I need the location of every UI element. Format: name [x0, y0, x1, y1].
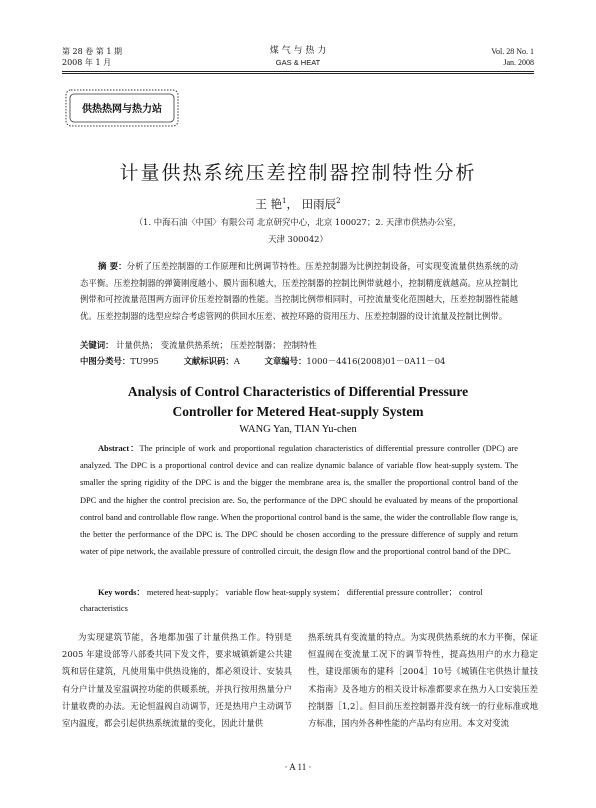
abstract-en-label: Abstract： — [98, 444, 140, 453]
keywords-en-label: Key words： — [98, 588, 145, 597]
header-rule-thin — [62, 73, 534, 74]
issue-date-en: Jan. 2008 — [503, 58, 534, 67]
clc-label: 中图分类号： — [80, 356, 131, 366]
english-title-line-2: Controller for Metered Heat-supply System — [172, 404, 424, 419]
body-column-left: 为实现建筑节能，各地都加强了计量供热工作。特别是 2005 年建设部等八部委共同下发文件，要求城镇新建公共建筑和居住建筑，凡使用集中供热设施的，都必须设计、安装具有分户计量及室温调控功能的供暖系统，并执行按用热量分户计量收费的办法。无论恒温阀自动调节，还是热用户主动调节室内温度，都会引起供热系统流量的变化，因此计量供 — [62, 632, 292, 729]
abstract-cn-label: 摘 要： — [98, 261, 127, 271]
volume-issue: 第 28 卷 第 1 期 — [62, 47, 122, 56]
page-number: · A 11 · — [284, 762, 312, 772]
article-no-label: 文章编号： — [264, 356, 307, 366]
section-label: 供热热网与热力站 — [82, 104, 162, 115]
classification-line — [80, 355, 445, 367]
affiliation-line-1: （1. 中海石油〈中国〉有限公司 北京研究中心，北京 100027；2. 天津市供热办公室， — [134, 217, 462, 227]
abstract-en — [80, 440, 518, 560]
author-separator: ， — [286, 197, 302, 211]
issue-info-en — [491, 46, 534, 68]
author-1: 王 艳 — [255, 197, 283, 211]
issue-date: 2008 年 1 月 — [62, 58, 112, 67]
affiliation-line-2: 天津 300042） — [268, 234, 328, 244]
abstract-cn-text: 分析了压差控制器的工作原理和比例调节特性。压差控制器为比例控制设备，可实现变流量供热系统的动态平衡。压差控制器的弹簧刚度越小、膜片面积越大，压差控制器的控制比例带就越小，控制精度就越高。应从控制比例带和可控流量范围两方面评价压差控制器的性能。当控制比例带相同时，可控流量变化范围越大，压差控制器性能越优。压差控制器的选型应综合考虑管网的供回水压差、被控环路的资用压力、压差控制器的设计流量及控制比例带。 — [80, 261, 518, 321]
abstract-cn — [80, 258, 518, 324]
clc-value: TU995 — [130, 356, 159, 366]
article-no-value: 1000－4416(2008)01－0A11－04 — [306, 356, 446, 366]
journal-name-en: GAS & HEAT — [275, 58, 321, 67]
author-1-affil: 1 — [282, 197, 287, 206]
keywords-en-text: metered heat-supply； variable flow heat-supply system； differential pressure controller； control characteristics — [80, 588, 483, 613]
affiliation — [80, 214, 516, 248]
doc-code-label: 文献标识码： — [183, 356, 234, 366]
doc-code-value: A — [233, 356, 240, 366]
english-authors: WANG Yan, TIAN Yu-chen — [239, 424, 357, 435]
header-rule — [62, 71, 534, 72]
journal-name-cn: 煤 气 与 热 力 — [269, 46, 327, 56]
english-title-line-1: Analysis of Control Characteristics of Differential Pressure — [127, 384, 469, 399]
author-line — [0, 196, 596, 212]
volume-issue-en: Vol. 28 No. 1 — [491, 47, 534, 56]
abstract-en-text: The principle of work and proportional regulation characteristics of differential pressure controller (DPC) are analyzed. The DPC is a proportional control device and can realize dynamic balance of variable flow heat-supply system. The smaller the spring rigidity of the DPC is and the bigger the membrane area is, the smaller the proportional control band of the DPC and the higher the control precision are. So, the performance of the DPC should be evaluated by means of the proportional control band and controllable flow range. When the proportional control band is the same, the wider the controllable flow range is, the better the performance of the DPC is. The DPC should be chosen according to the pressure difference of supply and return water of pipe network, the available pressure of controlled circuit, the design flow and the proportional control band of the DPC. — [80, 444, 518, 557]
section-badge — [62, 86, 182, 130]
keywords-en — [80, 585, 518, 617]
keywords-cn — [80, 339, 317, 351]
author-2-affil: 2 — [336, 197, 341, 206]
body-column-right: 热系统具有变流量的特点。为实现供热系统的水力平衡，保证恒温阀在变流量工况下的调节特性，提高热用户的水力稳定性，建设部颁布的建科［2004］10号《城镇住宅供热计量技术指南》及各地方的相关设计标准都要求在热力入口安装压差控制器［1,2］。但目前压差控制器并没有统一的行业标准或地方标准，国内外各种性能的产品均有应用。本文对变流 — [308, 632, 538, 729]
keywords-cn-text: 计量供热； 变流量供热系统； 压差控制器； 控制特性 — [116, 340, 317, 350]
keywords-cn-label: 关键词： — [80, 340, 114, 350]
paper-title: 计量供热系统压差控制器控制特性分析 — [119, 162, 477, 184]
author-2: 田雨辰 — [301, 197, 337, 211]
